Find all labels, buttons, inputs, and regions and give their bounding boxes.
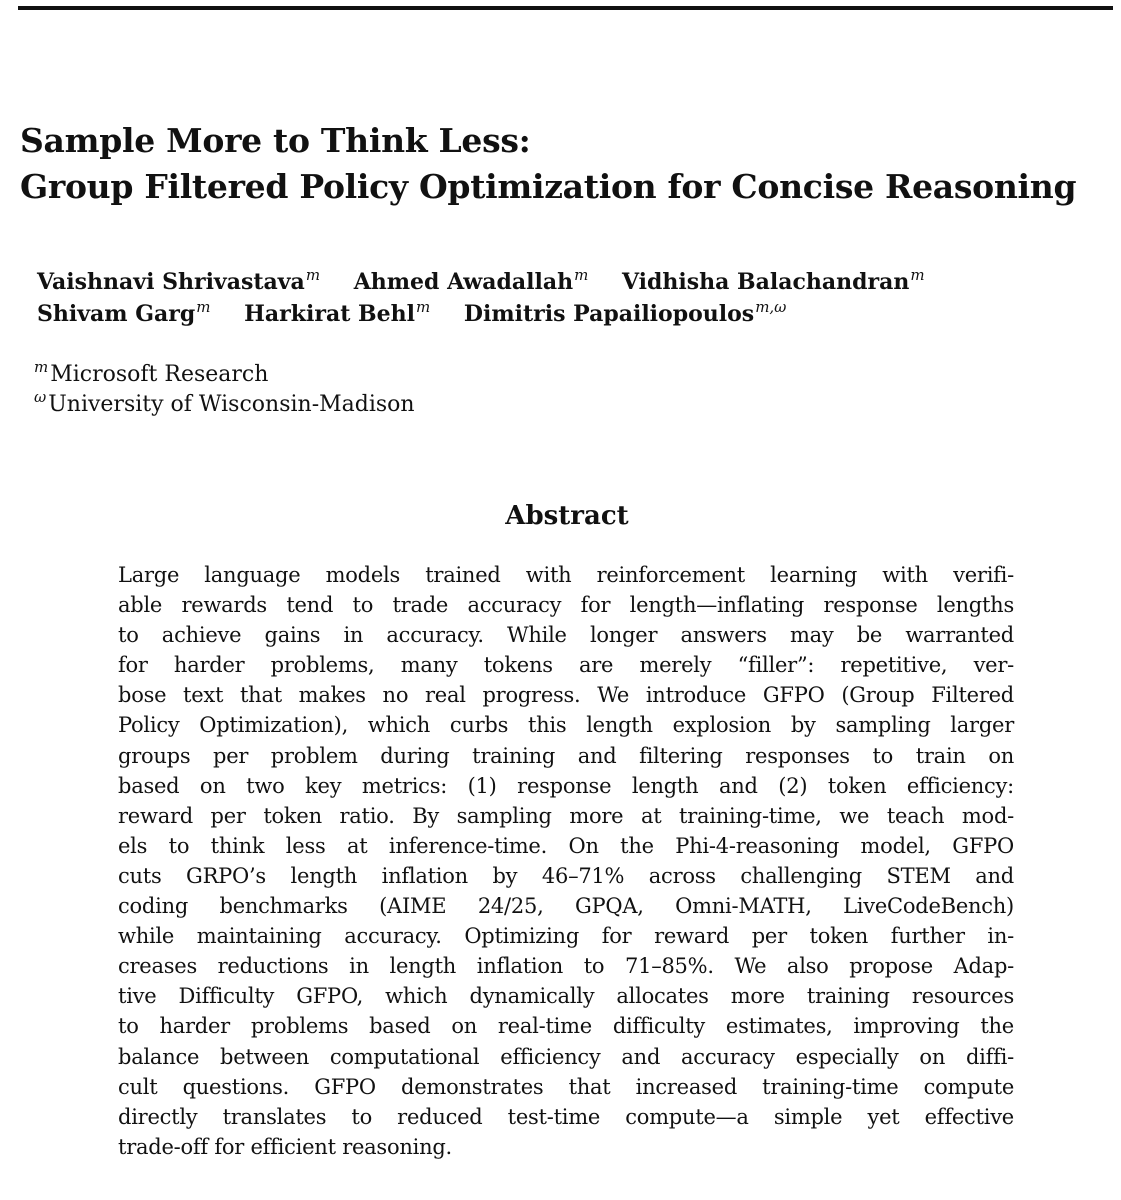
abstract-heading: Abstract	[505, 501, 629, 531]
top-rule	[18, 6, 1113, 10]
author-affil-mark: m	[910, 266, 925, 284]
author-name: Shivam Garg	[37, 301, 196, 327]
abstract-line: reward per token ratio. By sampling more at training-time, we teach mod-	[118, 803, 1014, 828]
abstract-line: trade-off for efficient reasoning.	[118, 1134, 452, 1159]
abstract-line: directly translates to reduced test-time compute—a simple yet effective	[118, 1104, 1014, 1129]
affiliation-mark: m	[34, 358, 49, 376]
author-name: Harkirat Behl	[244, 301, 415, 327]
abstract-line: groups per problem during training and filtering responses to train on	[118, 743, 1014, 768]
abstract-line: while maintaining accuracy. Optimizing for reward per token further in-	[118, 924, 1014, 949]
affiliation-list	[34, 360, 415, 420]
abstract-line: based on two key metrics: (1) response length and (2) token efficiency:	[118, 773, 1014, 798]
author-affil-mark: m	[415, 298, 431, 316]
abstract-line: for harder problems, many tokens are merely “filler”: repetitive, ver-	[118, 653, 1014, 678]
author-list	[37, 266, 1097, 330]
abstract-line: Large language models trained with reinforcement learning with verifi-	[118, 563, 1014, 587]
author	[621, 266, 925, 295]
author	[463, 298, 787, 327]
abstract-line: to achieve gains in accuracy. While longer answers may be warranted	[118, 623, 1014, 648]
abstract-line: Policy Optimization), which curbs this length explosion by sampling larger	[118, 713, 1014, 738]
abstract-line: balance between computational efficiency and accuracy especially on diffi-	[118, 1044, 1014, 1069]
title-line-2: Group Filtered Policy Optimization for Concise Reasoning	[20, 167, 1077, 206]
author	[37, 298, 211, 327]
affiliation-name: University of Wisconsin-Madison	[48, 392, 415, 417]
abstract-line: bose text that makes no real progress. We introduce GFPO (Group Filtered	[118, 683, 1014, 708]
abstract-line: coding benchmarks (AIME 24/25, GPQA, Omni-MATH, LiveCodeBench)	[118, 894, 1014, 919]
author-affil-mark: m	[305, 266, 321, 284]
author-affil-mark: m	[196, 298, 211, 316]
paper-title	[20, 118, 1110, 210]
abstract-line: tive Difficulty GFPO, which dynamically allocates more training resources	[118, 984, 1014, 1009]
author-line-2	[37, 298, 1097, 330]
author	[244, 298, 431, 327]
abstract-body	[118, 560, 1014, 1162]
abstract-line: to harder problems based on real-time difficulty estimates, improving the	[118, 1014, 1014, 1039]
author-name: Vidhisha Balachandran	[621, 269, 910, 295]
author	[37, 266, 321, 295]
abstract-line: cuts GRPO’s length inflation by 46–71% across challenging STEM and	[118, 863, 1014, 888]
affiliation-mark: ω	[34, 388, 47, 406]
affiliation	[34, 360, 415, 390]
author-name: Vaishnavi Shrivastava	[37, 269, 305, 295]
abstract-line: creases reductions in length inflation to 71–85%. We also propose Adap-	[118, 954, 1014, 979]
abstract-line: els to think less at inference-time. On the Phi-4-reasoning model, GFPO	[118, 833, 1014, 858]
abstract-line: able rewards tend to trade accuracy for length—inflating response lengths	[118, 593, 1014, 618]
affiliation	[34, 390, 415, 420]
author-line-1	[37, 266, 1097, 298]
author-name: Dimitris Papailiopoulos	[463, 301, 755, 327]
author-name: Ahmed Awadallah	[353, 269, 574, 295]
title-line-1: Sample More to Think Less:	[20, 121, 531, 160]
author-affil-mark: m	[574, 266, 589, 284]
abstract-line: cult questions. GFPO demonstrates that increased training-time compute	[118, 1074, 1014, 1099]
author-affil-mark: m,ω	[755, 298, 787, 316]
author	[353, 266, 589, 295]
affiliation-name: Microsoft Research	[50, 362, 269, 387]
